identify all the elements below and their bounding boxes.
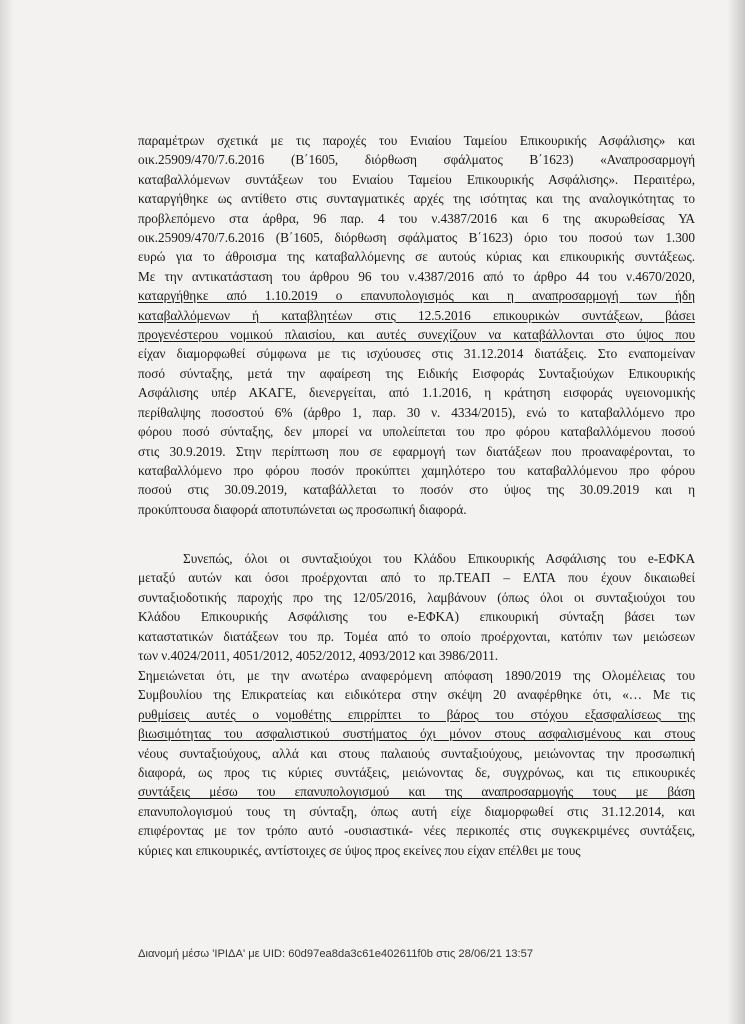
- text-line: καταργήθηκε ως αντίθετο στις συνταγματικές αρχές της ισότητας και της αναλογικότητας το: [138, 191, 695, 207]
- text-line: καταβαλλόμενο προ φόρου ποσόν προκύπτει χαμηλότερο του καταβαλλόμενου προ φόρου: [138, 462, 695, 478]
- text-line: Με την αντικατάσταση του άρθρου 96 του ν.4387/2016 από το άρθρο 44 του ν.4670/2020,: [138, 268, 695, 284]
- text-line: καταστατικών διατάξεων του πρ. Τομέα από το οποίο προέρχονται, κατόπιν των μειώσεων: [138, 628, 695, 644]
- text-line-underlined: καταργήθηκε από 1.10.2019 ο επανυπολογισμός και η αναπροσαρμογή των ήδη: [138, 288, 695, 304]
- text-line: ποσό σύνταξης, μετά την αφαίρεση της Ειδικής Εισφοράς Συνταξιούχων Επικουρικής: [138, 365, 695, 381]
- text-line: προκύπτουσα διαφορά αποτυπώνεται ως προσωπική διαφορά.: [138, 501, 467, 517]
- text-line: μεταξύ αυτών και όσοι προέρχονται από το πρ.ΤΕΑΠ – ΕΛΤΑ που έχουν δικαιωθεί: [138, 570, 695, 586]
- text-line: φόρου ποσό σύνταξης, δεν μπορεί να υπολείπεται του προ φόρου καταβαλλόμενου ποσού: [138, 424, 695, 440]
- text-line-partial-underline: νέους συνταξιούχους, αλλά και στους παλαιούς συνταξιούχους, μειώνοντας την προσωπική: [138, 745, 695, 761]
- text-line: των ν.4024/2011, 4051/2012, 4052/2012, 4093/2012 και 3986/2011.: [138, 648, 499, 664]
- text-line: προβλεπόμενο στα άρθρα, 96 παρ. 4 του ν.4387/2016 και 6 της ακυρωθείσας ΥΑ: [138, 210, 695, 226]
- text-line-underlined: συντάξεις μέσω του επανυπολογισμού και της αναπροσαρμογής τους με βάση: [138, 784, 695, 800]
- text-line-underlined: προγενέστερου νομικού πλαισίου, και αυτές συνεχίζουν να καταβάλλονται στο ύψος που: [138, 327, 695, 343]
- text-line-partial-underline: επανυπολογισμού τους τη σύνταξη, όπως αυτή είχε διαμορφωθεί στις 31.12.2014, και: [138, 803, 695, 819]
- text-line-partial-underline: είχαν διαμορφωθεί σύμφωνα με τις ισχύουσες στις 31.12.2014 διατάξεις. Στο εναπομείναν: [138, 346, 695, 362]
- text-line: κύριες και επικουρικές, αντίστοιχες σε ύψος προς εκείνες που είχαν επέλθει με τους: [138, 842, 581, 858]
- scan-edge-right: [727, 0, 745, 1024]
- text-line: συνταξιοδοτικής παροχής προ της 12/05/2016, λαμβάνουν (όπως όλοι οι συνταξιούχοι του: [138, 589, 695, 605]
- text-line: Σημειώνεται ότι, με την ανωτέρω αναφερόμενη απόφαση 1890/2019 της Ολομέλειας του: [138, 668, 695, 683]
- text-line: οικ.25909/470/7.6.2016 (Β΄1605, διόρθωση σφάλματος Β΄1623) «Αναπροσαρμογή: [138, 152, 695, 168]
- text-line: Ασφάλισης υπέρ ΑΚΑΓΕ, διενεργείται, από 1.1.2016, η κράτηση εισφοράς υγειονομικής: [138, 385, 695, 401]
- text-line-underlined: ρυθμίσεις αυτές ο νομοθέτης επιρρίπτει το βάρος του στόχου εξασφαλίσεως της: [138, 706, 695, 722]
- text-line-underlined: καταβαλλόμενων ή καταβλητέων στις 12.5.2016 επικουρικών συντάξεων, βάσει: [138, 307, 695, 323]
- text-line: στις 30.9.2019. Στην περίπτωση που σε εφαρμογή των διατάξεων που προαναφέρονται, το: [138, 443, 695, 459]
- text-line: ποσού στις 30.09.2019, καταβάλλεται το ποσόν στο ύψος της 30.09.2019 και η: [138, 482, 695, 498]
- scan-edge-left: [0, 0, 14, 1024]
- paragraph-3: [138, 666, 695, 860]
- paragraph-2: [138, 549, 695, 665]
- text-line: παραμέτρων σχετικά με τις παροχές του Ενιαίου Ταμείου Επικουρικής Ασφάλισης» και: [138, 133, 695, 148]
- text-line: οικ.25909/470/7.6.2016 (Β΄1605, διόρθωση σφάλματος Β΄1623) όριο του ποσού των 1.300: [138, 230, 695, 246]
- text-line-partial-underline: διαφορά, ως προς τις κύριες συντάξεις, μειώνοντας δε, συγχρόνως, και τις επικουρικές: [138, 765, 695, 781]
- text-line: περίθαλψης ποσοστού 6% (άρθρο 1, παρ. 30 ν. 4334/2015), ενώ το καταβαλλόμενο προ: [138, 404, 695, 420]
- text-line: επιφέροντας με τον τρόπο αυτό -ουσιαστικά- νέες περικοπές στις συγκεκριμένες συντάξεις,: [138, 823, 695, 839]
- text-line: καταβαλλόμενων συντάξεων του Ενιαίου Ταμείου Επικουρικής Ασφάλισης». Περαιτέρω,: [138, 171, 695, 187]
- text-line: Συνεπώς, όλοι οι συνταξιούχοι του Κλάδου Επικουρικής Ασφάλισης του e-ΕΦΚΑ: [183, 551, 695, 566]
- text-line: Κλάδου Επικουρικής Ασφάλισης του e-ΕΦΚΑ) επικουρική σύνταξη βάσει των: [138, 609, 695, 625]
- distribution-footer: Διανομή μέσω 'ΙΡΙΔΑ' με UID: 60d97ea8da3c61e402611f0b στις 28/06/21 13:57: [138, 948, 534, 960]
- text-line-underlined: βιωσιμότητας του ασφαλιστικού συστήματος όχι μόνον στους ασφαλισμένους και στους: [138, 726, 695, 742]
- text-line: ευρώ για το άθροισμα της καταβαλλόμενης σε αυτούς κύριας και επικουρικής συντάξεως.: [138, 249, 695, 265]
- paragraph-1: [138, 131, 695, 519]
- text-line: Συμβουλίου της Επικρατείας και ειδικότερα στην σκέψη 20 αναφέρθηκε ότι, «… Με τις: [138, 687, 695, 703]
